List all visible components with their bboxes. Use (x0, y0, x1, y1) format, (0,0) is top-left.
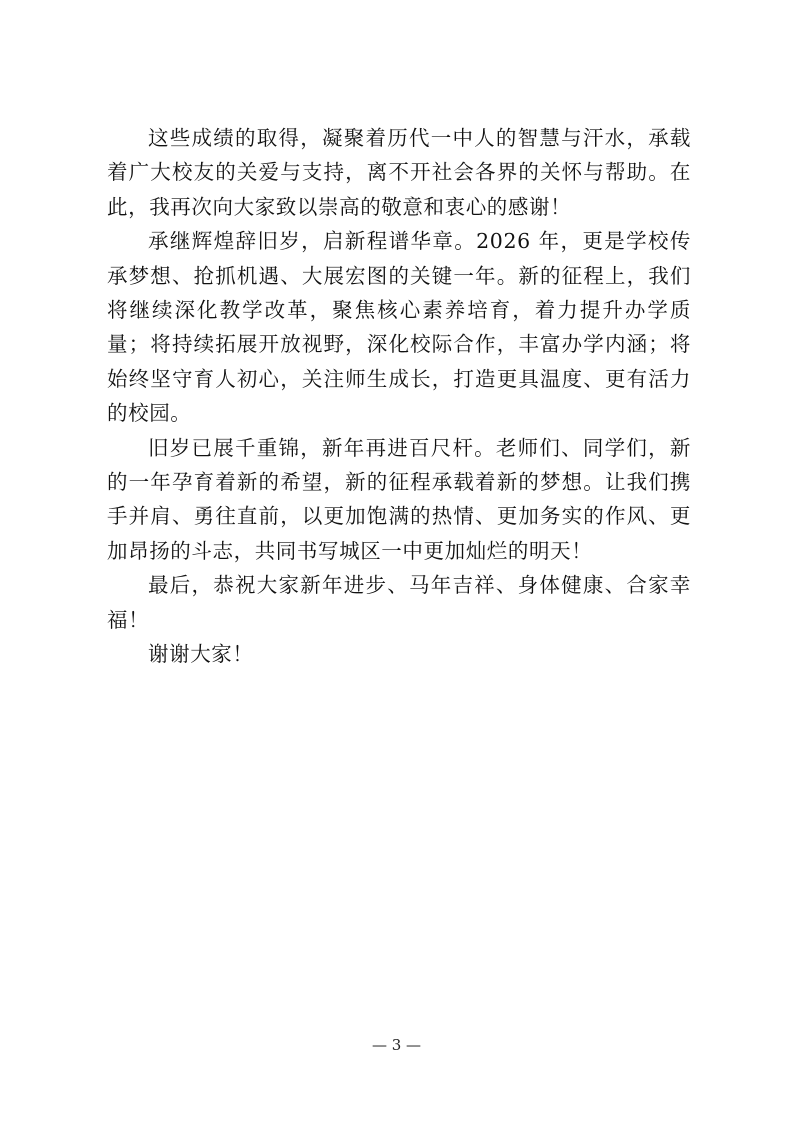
paragraph-wishes: 最后，恭祝大家新年进步、马年吉祥、身体健康、合家幸福！ (107, 573, 691, 632)
paragraph-achievements-thanks: 这些成绩的取得，凝聚着历代一中人的智慧与汗水，承载着广大校友的关爱与支持，离不开社会各界的关怀与帮助。在此，我再次向大家致以崇高的敬意和衷心的感谢！ (107, 126, 691, 219)
paragraph-new-year-call: 旧岁已展千重锦，新年再进百尺杆。老师们、同学们，新的一年孕育着新的希望，新的征程承载着新的梦想。让我们携手并肩、勇往直前，以更加饱满的热情、更加务实的作风、更加昂扬的斗志，共同书写城区一中更加灿烂的明天！ (107, 435, 691, 563)
paragraph-2026-plans: 承继辉煌辞旧岁，启新程谱华章。2026 年，更是学校传承梦想、抢抓机遇、大展宏图的关键一年。新的征程上，我们将继续深化教学改革，聚焦核心素养培育，着力提升办学质量；将持续拓展开放视野，深化校际合作，丰富办学内涵；将始终坚守育人初心，关注师生成长，打造更具温度、更有活力的校园。 (107, 229, 691, 426)
paragraph-closing: 谢谢大家！ (148, 642, 254, 667)
document-body (107, 121, 691, 672)
page-number: — 3 — (371, 1036, 422, 1054)
